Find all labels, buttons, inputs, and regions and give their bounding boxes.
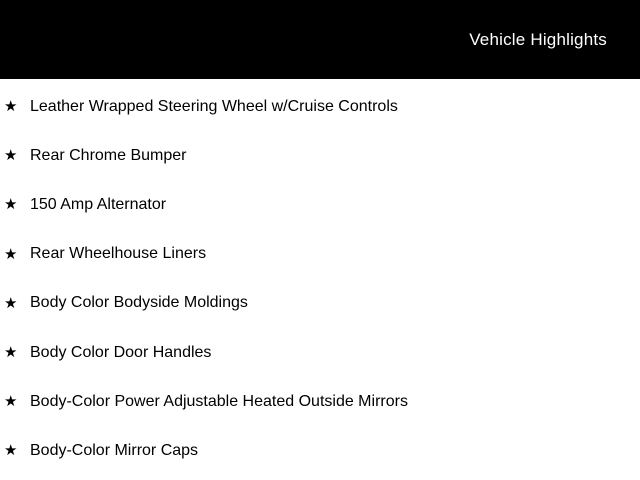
highlights-list	[0, 79, 640, 476]
star-icon: ★	[4, 98, 18, 116]
list-item	[0, 279, 640, 328]
star-icon: ★	[4, 245, 18, 263]
page-title: Vehicle Highlights	[469, 29, 607, 49]
list-item	[0, 230, 640, 279]
highlight-text: Body-Color Mirror Caps	[30, 441, 199, 459]
list-item	[0, 82, 640, 131]
star-icon: ★	[4, 294, 18, 312]
star-icon: ★	[4, 147, 18, 165]
star-icon: ★	[4, 344, 18, 362]
highlight-text: Body-Color Power Adjustable Heated Outside Mirrors	[30, 392, 408, 410]
list-item	[0, 180, 640, 229]
highlight-text: Rear Chrome Bumper	[30, 146, 187, 164]
list-item	[0, 328, 640, 377]
highlight-text: Rear Wheelhouse Liners	[30, 245, 207, 263]
star-icon: ★	[4, 442, 18, 460]
highlight-text: Body Color Door Handles	[30, 343, 212, 361]
highlight-text: Body Color Bodyside Moldings	[30, 294, 248, 312]
list-item	[0, 131, 640, 180]
highlight-text: Leather Wrapped Steering Wheel w/Cruise Controls	[30, 97, 398, 115]
header-bar	[0, 0, 640, 79]
star-icon: ★	[4, 393, 18, 411]
list-item	[0, 377, 640, 426]
list-item	[0, 426, 640, 475]
highlight-text: 150 Amp Alternator	[30, 195, 167, 213]
star-icon: ★	[4, 196, 18, 214]
